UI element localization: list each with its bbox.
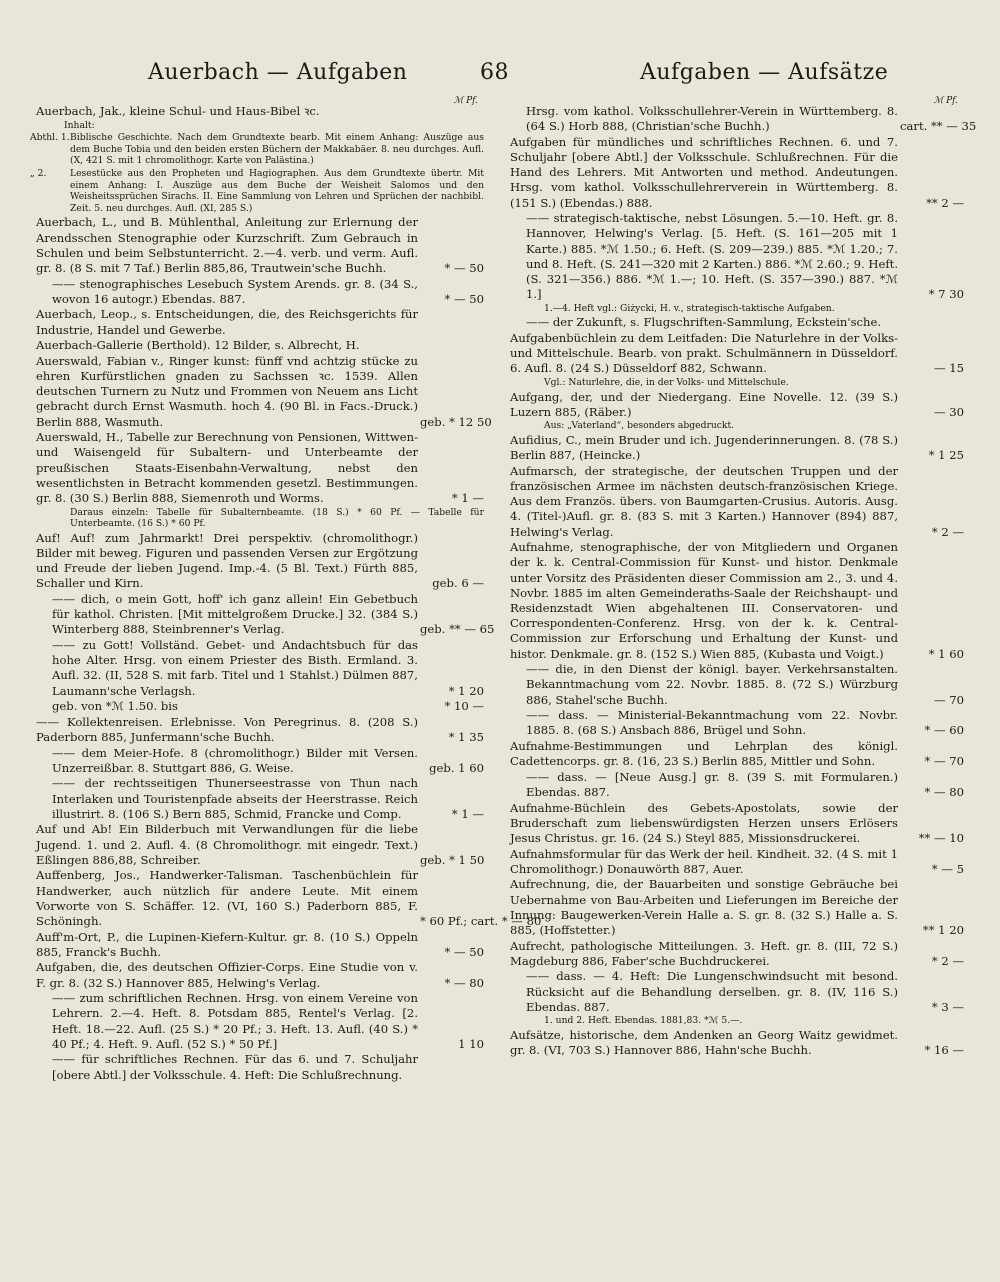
page-number: 68 bbox=[480, 60, 509, 85]
catalog-entry bbox=[510, 1028, 964, 1058]
catalog-entry bbox=[510, 739, 964, 769]
entry-price: * 1 35 bbox=[448, 729, 484, 744]
entry-price: * 1 — bbox=[451, 806, 484, 821]
catalog-entry bbox=[36, 430, 484, 506]
entry-note: Aus: „Vaterland“, besonders abgedruckt. bbox=[544, 420, 735, 432]
header-right: Aufgaben — Aufsätze bbox=[640, 60, 889, 85]
catalog-subentry bbox=[510, 315, 964, 330]
entry-price: geb. * 12 50 bbox=[420, 414, 492, 429]
currency-marker: ℳ Pf. bbox=[453, 96, 478, 106]
contents-text: Lesestücke aus den Propheten und Hagiographen. Aus dem Grundtexte übertr. Mit einem Anhang: I. Auszüge aus dem Buche der Weisheit Salomos und den Weisheitssprüchen Sirachs. II. Eine Sammlung von Lehren und Sprüchen der nachbibl. Zeit. 5. neu durchges. Aufl. (XI, 285 S.) bbox=[70, 167, 484, 214]
catalog-subentry bbox=[36, 1052, 484, 1082]
entry-price: * 2 — bbox=[931, 953, 964, 968]
catalog-entry bbox=[510, 433, 964, 463]
catalog-entry bbox=[510, 847, 964, 877]
entry-text: —— dass. — Ministerial-Bekanntmachung vom 22. Novbr. 1885. 8. (68 S.) Ansbach 886, Brügel und Sohn. bbox=[526, 708, 898, 738]
page-header bbox=[0, 60, 1000, 94]
entry-price: * — 60 bbox=[924, 723, 964, 738]
catalog-entry bbox=[36, 104, 484, 119]
entry-price: ** 1 20 bbox=[922, 923, 964, 937]
entry-price: ** — 10 bbox=[918, 831, 964, 845]
catalog-subentry bbox=[510, 104, 977, 134]
entry-price: geb. * 1 50 bbox=[420, 852, 485, 867]
entry-note: 1.—4. Heft vgl.: Giżycki, H. v., strategisch-taktische Aufgaben. bbox=[544, 302, 835, 314]
entry-text: Aufnahme-Büchlein des Gebets-Apostolats, sowie der Bruderschaft zum liebenswürdigsten Herzen unsers Erlösers Jesus Christus. gr. 16. (24 S.) Steyl 885, Missionsdruckerei. bbox=[510, 800, 898, 845]
entry-price: * 10 — bbox=[444, 699, 484, 714]
entry-price: * — 50 bbox=[444, 291, 484, 306]
contents-item bbox=[30, 132, 484, 167]
catalog-subentry bbox=[510, 770, 964, 800]
entry-text: Aufnahme-Bestimmungen und Lehrplan des königl. Cadettencorps. gr. 8. (16, 23 S.) Berlin 885, Mittler und Sohn. bbox=[510, 739, 898, 769]
entry-price: * — 80 bbox=[924, 785, 964, 799]
entry-price: cart. ** — 35 bbox=[900, 119, 977, 134]
entry-text: Auf! Auf! zum Jahrmarkt! Drei perspektiv. (chromolithogr.) Bilder mit beweg. Figuren und passenden Versen zur Ergötzung und Freude der lieben Jugend. Imp.-4. (5 Bl. Text.) Fürth 885, Schaller und Kirn. bbox=[36, 530, 418, 591]
entry-text: Auerbach, L., und B. Mühlenthal, Anleitung zur Erlernung der Arendsschen Stenographie oder Kurzschrift. Zum Gebrauch in Schulen und beim Selbstunterricht. 2.—4. verb. und verm. Aufl. gr. 8. (8 S. mit 7 Taf.) Berlin 885,86, Trautwein'sche Buchh. bbox=[36, 215, 418, 275]
catalog-entry bbox=[510, 801, 964, 847]
entry-text: Aufrechnung, die, der Bauarbeiten und sonstige Gebräuche bei Uebernahme von Bau-Arbeiten und Lieferungen im Bereiche der Innung: Baugewerken-Verein Halle a. S. gr. 8. (32 S.) Halle a. S. 885, (Hoffstetter.) bbox=[510, 877, 898, 937]
entry-price: * 1 — bbox=[451, 490, 484, 505]
entry-text: Aufnahmsformular für das Werk der heil. Kindheit. 32. (4 S. mit 1 Chromolithogr.) Donauwörth 887, Auer. bbox=[510, 846, 898, 876]
left-column bbox=[30, 96, 542, 1083]
entry-text: Auerbach, Jak., kleine Schul- und Haus-Bibel ꝛc. bbox=[36, 104, 320, 118]
contents-label: „ 2. bbox=[30, 167, 47, 179]
entry-price: geb. 6 — bbox=[432, 576, 484, 591]
catalog-entry bbox=[510, 135, 964, 211]
entry-text: Hrsg. vom kathol. Volksschullehrer-Verein in Württemberg. 8. (64 S.) Horb 888, (Christian'sche Buchh.) bbox=[526, 104, 898, 134]
catalog-subentry bbox=[36, 746, 484, 776]
catalog-entry bbox=[510, 390, 964, 420]
catalog-entry bbox=[510, 877, 964, 938]
entry-text: Auerbach, Leop., s. Entscheidungen, die, des Reichsgerichts für Industrie, Handel und Gewerbe. bbox=[36, 307, 418, 337]
catalog-entry bbox=[36, 822, 484, 868]
entry-price: * 1 20 bbox=[448, 683, 484, 698]
entry-text: geb. von *ℳ 1.50. bis bbox=[52, 699, 178, 714]
entry-price: * 1 25 bbox=[928, 448, 964, 463]
entry-price: * 16 — bbox=[924, 1043, 964, 1058]
entry-text: Aufgaben für mündliches und schriftliches Rechnen. 6. und 7. Schuljahr [obere Abtl.] der Volksschule. Schlußrechnen. Für die Hand des Lehrers. Mit Antworten und method. Andeutungen. Hrsg. vom kathol. Volksschullehrerverein in Württemberg. 8. (151 S.) (Ebendas.) 888. bbox=[510, 134, 898, 210]
entry-price: — 15 bbox=[933, 361, 964, 376]
entry-price: geb. ** — 65 bbox=[420, 622, 495, 637]
entry-text: —— dass. — 4. Heft: Die Lungenschwindsucht mit besond. Rücksicht auf die Behandlung derselben. gr. 8. (IV, 116 S.) Ebendas. 887. bbox=[526, 969, 898, 1014]
entry-text: Auf und Ab! Ein Bilderbuch mit Verwandlungen für die liebe Jugend. 1. und 2. Aufl. 4. (8 Chromolithogr. mit eingedr. Text.) Eßlingen 886,88, Schreiber. bbox=[36, 822, 418, 867]
header-left: Auerbach — Aufgaben bbox=[148, 60, 408, 85]
entry-price: geb. 1 60 bbox=[429, 760, 484, 775]
entry-text: Aufidius, C., mein Bruder und ich. Jugenderinnerungen. 8. (78 S.) Berlin 887, (Heincke.) bbox=[510, 432, 898, 463]
catalog-subentry bbox=[510, 211, 964, 302]
entry-note: Daraus einzeln: Tabelle für Subalternbeamte. (18 S.) * 60 Pf. — Tabelle für Unterbeamte. (16 S.) * 60 Pf. bbox=[70, 506, 484, 530]
catalog-entry bbox=[510, 331, 964, 377]
entry-text: —— dem Meier-Hofe. 8 (chromolithogr.) Bilder mit Versen. Unzerreißbar. 8. Stuttgart 886, G. Weise. bbox=[52, 745, 418, 775]
entry-text: —— der rechtsseitigen Thunerseestrasse von Thun nach Interlaken und Touristenpfade abseits der Heerstrasse. Reich illustrirt. 8. (106 S.) Bern 885, Schmid, Francke und Comp. bbox=[52, 776, 418, 821]
entry-price: — 30 bbox=[933, 404, 964, 419]
catalog-subentry bbox=[36, 638, 484, 699]
catalog-entry bbox=[36, 960, 484, 990]
catalog-entry bbox=[36, 338, 484, 353]
entry-text: —— der Zukunft, s. Flugschriften-Sammlung, Eckstein'sche. bbox=[526, 315, 882, 330]
entry-text: —— dass. — [Neue Ausg.] gr. 8. (39 S. mit Formularen.) Ebendas. 887. bbox=[526, 769, 898, 799]
entry-note: Vgl.: Naturlehre, die, in der Volks- und Mittelschule. bbox=[544, 377, 789, 388]
catalog-subentry bbox=[36, 991, 484, 1052]
catalog-entry bbox=[36, 531, 484, 592]
entry-price: * 1 60 bbox=[928, 646, 964, 661]
entry-text: —— die, in den Dienst der königl. bayer. Verkehrsanstalten. Bekanntmachung vom 22. Novbr. 1885. 8. (72 S.) Würzburg 886, Stahel'sche Buchh. bbox=[526, 662, 898, 707]
catalog-subentry bbox=[510, 662, 964, 708]
catalog-entry bbox=[510, 939, 964, 969]
catalog-subentry bbox=[36, 277, 484, 307]
entry-price: — 70 bbox=[933, 692, 964, 707]
catalog-subentry bbox=[36, 699, 484, 714]
entry-text: Aufnahme, stenographische, der von Mitgliedern und Organen der k. k. Central-Commission für Kunst- und histor. Denkmale unter Vorsitz des Präsidenten dieser Commission am 2., 3. und 4. Novbr. 1885 im alten Gemeinderaths-Saale der Reichshaupt- und Residenzstadt Wien abgehaltenen III. Conservatoren- und Correspondenten-Conferenz. Hrsg. von der k. k. Central-Commission zur Erforschung und Erhaltung der Kunst- und histor. Denkmale. gr. 8. (152 S.) Wien 885, (Kubasta und Voigt.) bbox=[510, 540, 898, 661]
entry-text: Aufsätze, historische, dem Andenken an Georg Waitz gewidmet. gr. 8. (VI, 703 S.) Hannover 886, Hahn'sche Buchh. bbox=[510, 1027, 898, 1058]
catalog-entry bbox=[510, 540, 964, 662]
entry-price: * — 50 bbox=[444, 944, 484, 959]
catalog-subentry bbox=[510, 708, 964, 738]
right-column bbox=[510, 96, 977, 1059]
entry-text: Auerswald, H., Tabelle zur Berechnung von Pensionen, Wittwen- und Waisengeld für Subaltern- und Unterbeamte der preußischen Staats-Eisenbahn-Verwaltung, nebst den wesentlichsten in Betracht kommenden gesetzl. Bestimmungen. gr. 8. (30 S.) Berlin 888, Siemenroth und Worms. bbox=[36, 430, 418, 505]
contents-heading: Inhalt: bbox=[64, 119, 95, 131]
entry-price: ** 2 — bbox=[926, 195, 964, 210]
catalog-entry bbox=[36, 215, 484, 276]
catalog-entry bbox=[36, 353, 492, 430]
entry-text: Auffenberg, Jos., Handwerker-Talisman. Taschenbüchlein für Handwerker, auch nützlich für andere Leute. Mit einem Vorworte von S. Schäffer. 12. (VI, 160 S.) Paderborn 885, F. Schöningh. bbox=[36, 868, 418, 928]
entry-text: —— zu Gott! Vollständ. Gebet- und Andachtsbuch für das hohe Alter. Hrsg. von einem Priester des Bisth. Ermland. 3. Aufl. 32. (II, 528 S. mit farb. Titel und 1 Stahlst.) Dülmen 887, Laumann'sche Verlagsh. bbox=[52, 637, 418, 698]
entry-price: * — 70 bbox=[924, 754, 964, 769]
entry-text: Auerswald, Fabian v., Ringer kunst: fünff vnd achtzig stücke zu ehren Kurfürstlichen gnaden zu Sachssen ꝛc. 1539. Allen deutschen Turnern zu Nutz und Frommen von Neuem ans Licht gebracht durch Ernst Wasmuth. hoch 4. (90 Bl. in Facs.-Druck.) Berlin 888, Wasmuth. bbox=[36, 353, 418, 429]
entry-text: Aufgaben, die, des deutschen Offizier-Corps. Eine Studie von v. F. gr. 8. (32 S.) Hannover 885, Helwing's Verlag. bbox=[36, 960, 418, 990]
entry-text: Auff'm-Ort, P., die Lupinen-Kiefern-Kultur. gr. 8. (10 S.) Oppeln 885, Franck's Buchh. bbox=[36, 929, 418, 959]
catalog-entry bbox=[36, 715, 484, 745]
catalog-entry bbox=[510, 464, 964, 540]
entry-text: Aufgang, der, und der Niedergang. Eine Novelle. 12. (39 S.) Luzern 885, (Räber.) bbox=[510, 389, 898, 419]
entry-price: * 2 — bbox=[931, 524, 964, 539]
catalog-entry bbox=[36, 930, 484, 960]
entry-price: 1 10 bbox=[458, 1036, 484, 1051]
entry-note: 1. und 2. Heft. Ebendas. 1881,83. *ℳ 5.—. bbox=[544, 1015, 743, 1027]
entry-text: Aufgabenbüchlein zu dem Leitfaden: Die Naturlehre in der Volks- und Mittelschule. Bearb. von prakt. Schulmännern in Düsseldorf. 6. Aufl. 8. (24 S.) Düsseldorf 882, Schwann. bbox=[510, 331, 898, 376]
contents-label: Abthl. 1. bbox=[30, 132, 70, 144]
entry-price: * — 80 bbox=[444, 975, 484, 990]
entry-price: * — 50 bbox=[444, 260, 484, 275]
entry-price: * 7 30 bbox=[928, 287, 964, 302]
entry-text: Aufrecht, pathologische Mitteilungen. 3. Heft. gr. 8. (III, 72 S.) Magdeburg 886, Faber'sche Buchdruckerei. bbox=[510, 938, 898, 968]
catalog-subentry bbox=[36, 776, 484, 822]
catalog-entry bbox=[36, 307, 484, 337]
catalog-entry bbox=[36, 868, 542, 929]
currency-marker: ℳ Pf. bbox=[933, 96, 958, 106]
entry-text: —— Kollektenreisen. Erlebnisse. Von Peregrinus. 8. (208 S.) Paderborn 885, Junfermann'sche Buchh. bbox=[36, 714, 418, 744]
entry-price: * 60 Pf.; cart. * — 80 bbox=[420, 913, 542, 928]
entry-price: * — 5 bbox=[931, 861, 964, 876]
entry-text: —— dich, o mein Gott, hoff' ich ganz allein! Ein Gebetbuch für kathol. Christen. [Mit mittelgroßem Drucke.] 32. (384 S.) Winterberg 888, Steinbrenner's Verlag. bbox=[52, 591, 418, 637]
catalog-subentry bbox=[510, 969, 964, 1015]
entry-text: Aufmarsch, der strategische, der deutschen Truppen und der französischen Armee im nächsten deutsch-französischen Kriege. Aus dem Französ. übers. von Baumgarten-Crusius. Autoris. Ausg. 4. (Titel-)Aufl. gr. 8. (83 S. mit 3 Karten.) Hannover (894) 887, Helwing's Verlag. bbox=[510, 463, 898, 539]
contents-item bbox=[30, 167, 484, 214]
catalog-subentry bbox=[36, 591, 495, 638]
contents-text: Biblische Geschichte. Nach dem Grundtexte bearb. Mit einem Anhang: Auszüge aus dem Buche Tobia und den beiden ersten Büchern der Makkabäer. 8. neu durchges. Aufl. (X, 421 S. mit 1 chromolithogr. Karte von Palästina.) bbox=[70, 132, 484, 167]
entry-price: * 3 — bbox=[931, 999, 964, 1014]
entry-text: —— strategisch-taktische, nebst Lösungen. 5.—10. Heft. gr. 8. Hannover, Helwing's Verlag. [5. Heft. (S. 161—205 mit 1 Karte.) 885. *ℳ 1.50.; 6. Heft. (S. 209—239.) 885. *ℳ 1.20.; 7. und 8. Heft. (S. 241—320 mit 2 Karten.) 886. *ℳ 2.60.; 9. Heft. (S. 321—356.) 886. *ℳ 1.—; 10. Heft. (S. 357—390.) 887. *ℳ 1.] bbox=[526, 211, 898, 302]
entry-text: —— stenographisches Lesebuch System Arends. gr. 8. (34 S., wovon 16 autogr.) Ebendas. 887. bbox=[52, 276, 418, 306]
entry-text: —— für schriftliches Rechnen. Für das 6. und 7. Schuljahr [obere Abtl.] der Volksschule. 4. Heft: Die Schlußrechnung. bbox=[52, 1052, 418, 1082]
entry-text: Auerbach-Gallerie (Berthold). 12 Bilder, s. Albrecht, H. bbox=[36, 338, 360, 353]
entry-text: —— zum schriftlichen Rechnen. Hrsg. von einem Vereine von Lehrern. 2.—4. Heft. 8. Potsdam 885, Rentel's Verlag. [2. Heft. 18.—22. Aufl. (25 S.) * 20 Pf.; 3. Heft. 13. Aufl. (40 S.) * 40 Pf.; 4. Heft. 9. Aufl. (52 S.) * 50 Pf.] bbox=[52, 991, 418, 1051]
